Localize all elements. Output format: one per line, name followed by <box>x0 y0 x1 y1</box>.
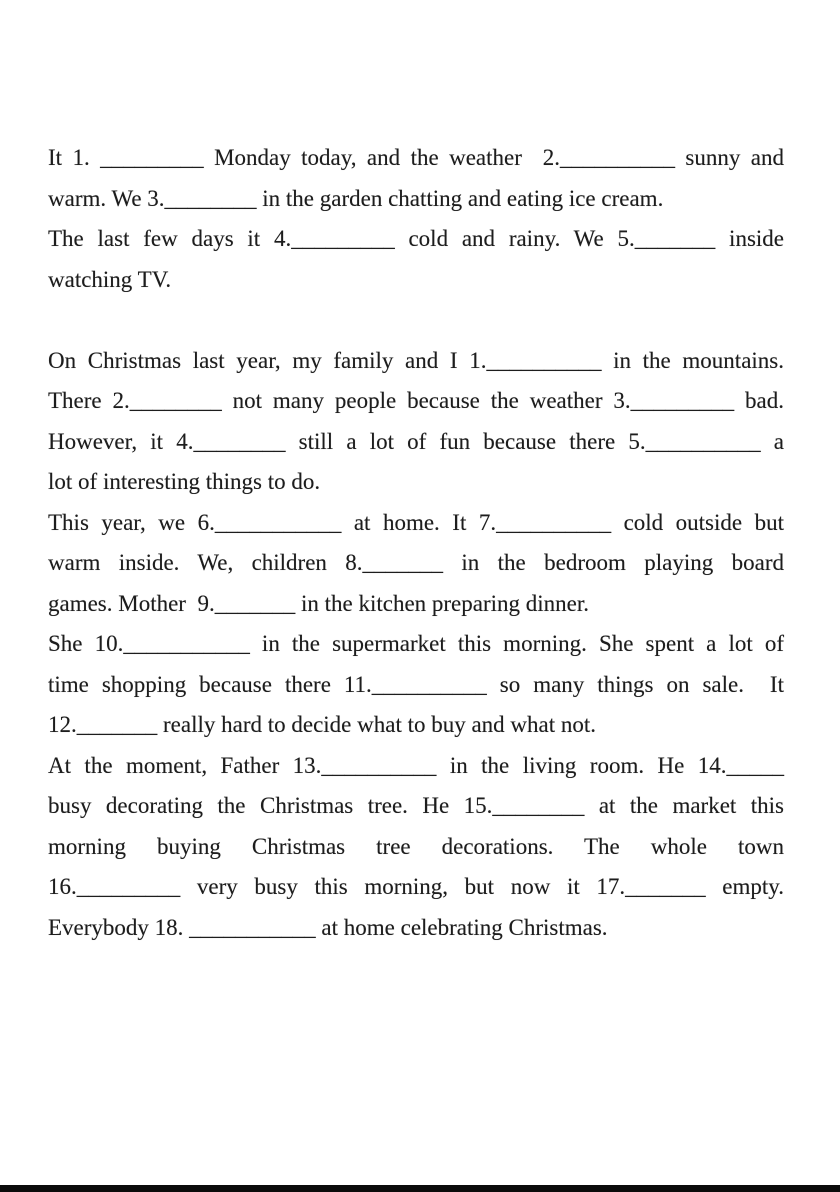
worksheet-line: warm. We 3.________ in the garden chatting and eating ice cream. <box>48 185 664 211</box>
worksheet-line: watching TV. <box>48 266 172 292</box>
worksheet-line: The last few days it 4._________ cold and rainy. We 5._______ inside <box>48 226 784 251</box>
worksheet-line: It 1. _________ Monday today, and the weather 2.__________ sunny and <box>48 145 784 170</box>
worksheet-line: time shopping because there 11.__________ so many things on sale. It <box>48 671 784 697</box>
worksheet-line: However, it 4.________ still a lot of fun because there 5.__________ a <box>48 428 784 454</box>
worksheet-line: 16._________ very busy this morning, but now it 17._______ empty. <box>48 874 784 899</box>
worksheet-line: warm inside. We, children 8._______ in the bedroom playing board <box>48 550 784 575</box>
worksheet-line: busy decorating the Christmas tree. He 15.________ at the market this <box>48 793 784 818</box>
worksheet-line: There 2.________ not many people because the weather 3._________ bad. <box>48 388 784 413</box>
paragraph-gap <box>48 300 784 341</box>
worksheet-line: Everybody 18. ___________ at home celebrating Christmas. <box>48 914 608 940</box>
worksheet-line: 12._______ really hard to decide what to buy and what not. <box>48 712 597 737</box>
worksheet-line: morning buying Christmas tree decorations. The whole town <box>48 833 784 859</box>
worksheet-line: lot of interesting things to do. <box>48 469 321 494</box>
worksheet-line: This year, we 6.___________ at home. It 7.__________ cold outside but <box>48 509 784 535</box>
worksheet-line: games. Mother 9._______ in the kitchen preparing dinner. <box>48 590 590 616</box>
worksheet-line: At the moment, Father 13.__________ in the living room. He 14._____ <box>48 752 784 778</box>
worksheet-line: She 10.___________ in the supermarket this morning. She spent a lot of <box>48 631 784 656</box>
bottom-edge-bar <box>0 1185 840 1192</box>
worksheet-line: On Christmas last year, my family and I 1.__________ in the mountains. <box>48 347 784 373</box>
